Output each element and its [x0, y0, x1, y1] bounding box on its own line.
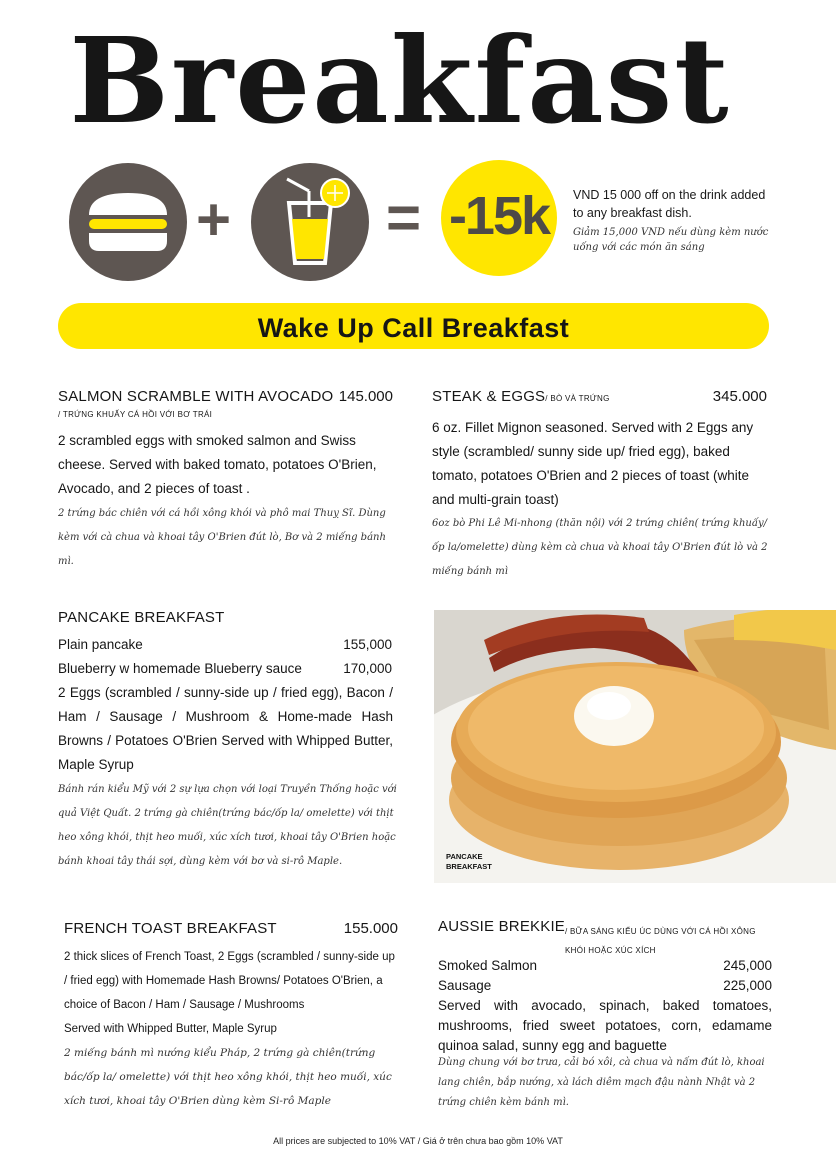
discount-amount: -15k: [448, 186, 550, 246]
pancake-option-price: 170,000: [343, 661, 392, 676]
plus-sign: +: [196, 186, 232, 253]
promo-text-vi: Giảm 15,000 VND nếu dùng kèm nước uống với các món ăn sáng: [573, 227, 769, 253]
aussie-option-price: 245,000: [723, 958, 772, 973]
steak-description: 6 oz. Fillet Mignon seasoned. Served with 2 Eggs any style (scrambled/ sunny side up/ fried egg), baked tomato, potatoes O'Brien and 2 pieces of toast (white and multi-grain toast): [432, 420, 754, 507]
salmon-title: SALMON SCRAMBLE WITH AVOCADO: [58, 388, 334, 405]
french-description-2: Served with Whipped Butter, Maple Syrup: [64, 1023, 277, 1035]
salmon-description-vi: 2 trứng bác chiên với cá hồi xông khói và phô mai Thuỵ Sĩ. Dùng kèm với cà chua và khoai tây O'Brien đút lò, Bơ và 2 miếng bánh mì.: [58, 508, 386, 567]
vat-note: All prices are subjected to 10% VAT / Giá ở trên chưa bao gồm 10% VAT: [273, 1136, 563, 1146]
salmon-subtitle: / TRỨNG KHUẤY CÁ HỒI VỚI BƠ TRÁI: [58, 410, 213, 419]
pancake-description: 2 Eggs (scrambled / sunny-side up / fried egg), Bacon / Ham / Sausage / Mushroom & Home-made Hash Browns / Potatoes O'Brien Served with Whipped Butter, Maple Syrup: [58, 685, 393, 772]
salmon-description: 2 scrambled eggs with smoked salmon and Swiss cheese. Served with baked tomato, potatoes O'Brien, Avocado, and 2 pieces of toast .: [58, 433, 377, 496]
aussie-title-wrap: [438, 918, 565, 935]
aussie-subtitle-line: / BỮA SÁNG KIỂU ÚC DÙNG VỚI CÁ HỒI XÔNG KHÓI HOẶC XÚC XÍCH: [565, 927, 756, 955]
steak-title-wrap: [432, 388, 610, 405]
drink-icon: [251, 163, 369, 281]
pancake-title: PANCAKE BREAKFAST: [58, 609, 225, 626]
french-description: 2 thick slices of French Toast, 2 Eggs (scrambled / sunny-side up / fried egg) with Homemade Hash Browns/ Potatoes O'Brien, a choice of Bacon / Ham / Sausage / Mushrooms: [64, 951, 395, 1011]
steak-subtitle: / BÒ VÀ TRỨNG: [545, 394, 610, 403]
pancake-option-name: Plain pancake: [58, 637, 143, 652]
pancake-description-vi: Bánh rán kiểu Mỹ với 2 sự lựa chọn với loại Truyền Thống hoặc với quả Việt Quất. 2 trứng gà chiên(trứng bác/ốp la/ omelette) với thịt heo xông khói, thịt heo muối, xúc xích tươi, khoai tây O'Brien hoặc bánh khoai tây thái sợi, dùng kèm với bơ và si-rô Maple.: [58, 784, 397, 867]
french-title: FRENCH TOAST BREAKFAST: [64, 920, 277, 937]
aussie-option-name: Smoked Salmon: [438, 958, 538, 973]
photo-caption: PANCAKE BREAKFAST: [446, 852, 492, 871]
pancake-option-price: 155,000: [343, 637, 392, 652]
burger-icon: [69, 163, 187, 281]
pancake-photo: [434, 610, 836, 883]
equals-sign: =: [386, 184, 422, 251]
pancake-option-name: Blueberry w homemade Blueberry sauce: [58, 661, 302, 676]
aussie-option-name: Sausage: [438, 978, 492, 993]
aussie-description: Served with avocado, spinach, baked tomatoes, mushrooms, fried sweet potatoes, corn, edamame quinoa salad, sunny egg and baguette: [438, 998, 772, 1053]
page-title: Breakfast: [69, 11, 731, 150]
steak-price: 345.000: [712, 388, 767, 405]
steak-description-vi: 6oz bò Phi Lê Mi-nhong (thăn nội) với 2 trứng chiên( trứng khuấy/ốp la/omelette) dùng kèm cà chua và khoai tây O'Brien đút lò và 2 miếng bánh mì: [432, 518, 768, 577]
aussie-description-vi: Dùng chung với bơ trưa, cải bó xôi, cà chua và nấm đút lò, khoai lang chiên, bắp nướng, xà lách diêm mạch đậu nành Nhật và 2 trứng chiên kèm bánh mì.: [438, 1057, 765, 1108]
french-description-vi: 2 miếng bánh mì nướng kiểu Pháp, 2 trứng gà chiên(trứng bác/ốp la/ omelette) với thịt heo xông khói, thịt heo muối, xúc xích tươi, khoai tây O'Brien dùng kèm Si-rô Maple: [64, 1047, 392, 1107]
salmon-price: 145.000: [338, 388, 393, 405]
french-price: 155.000: [343, 920, 398, 937]
section-banner: Wake Up Call Breakfast: [58, 303, 769, 349]
steak-title: STEAK & EGGS: [432, 388, 546, 405]
aussie-option-price: 225,000: [723, 978, 772, 993]
aussie-title: AUSSIE BREKKIE: [438, 918, 566, 935]
promo-text-en: VND 15 000 off on the drink added to any breakfast dish.: [573, 188, 766, 220]
